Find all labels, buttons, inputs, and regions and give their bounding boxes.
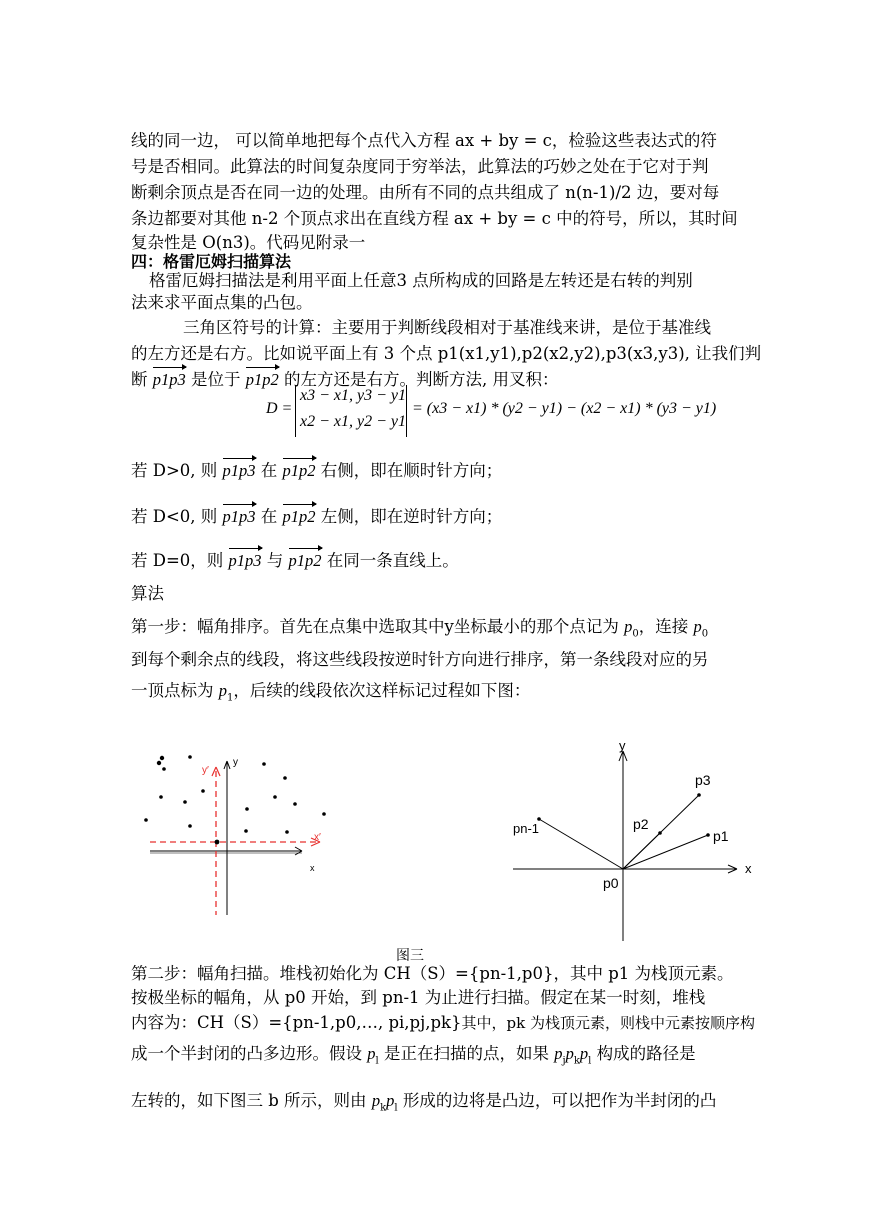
- subscript: l: [375, 1055, 379, 1067]
- subscript: 1: [227, 692, 234, 704]
- text-span: 在: [260, 461, 278, 480]
- point: [283, 776, 287, 780]
- figure-left-point-set: [140, 745, 340, 915]
- text-span: 第一步：幅角排序。首先在点集中选取其中y坐标最小的那个点记为: [131, 617, 619, 636]
- vector-p1p3: p1p3: [222, 461, 256, 480]
- text-line: 的左方还是右方。比如说平面上有 3 个点 p1(x1,y1),p2(x2,y2),p3(x3,y3), 让我们判: [131, 344, 762, 363]
- point: [273, 795, 277, 799]
- math-p: p: [565, 1044, 574, 1063]
- label-p0: p0: [603, 875, 619, 891]
- text-line: [131, 1043, 696, 1072]
- math-p: p: [579, 1044, 589, 1063]
- figure-right-polar-order: [505, 733, 765, 943]
- point-p1: [706, 833, 710, 837]
- vector-p1p2: p1p2: [282, 507, 316, 526]
- case-line: [131, 460, 502, 482]
- text-span: 是位于: [191, 370, 241, 389]
- math-p: p: [624, 617, 633, 636]
- vector-p1p3: p1p3: [228, 551, 262, 570]
- text-span: 其中，pk 为栈顶元素，则栈中元素按顺序构: [461, 1014, 755, 1032]
- text-span: 与: [266, 551, 284, 570]
- text-span: 右侧，即在顺时针方向；: [320, 461, 503, 480]
- point: [159, 795, 163, 799]
- case-line: [131, 550, 459, 572]
- subscript: k: [380, 1102, 387, 1114]
- formula-rhs: = (x3 − x1) * (y2 − y1) − (x2 − x1) * (y3 − y1): [412, 400, 717, 417]
- text-span: 左侧，即在逆时针方向；: [320, 507, 503, 526]
- label-pn1: pn-1: [513, 821, 540, 836]
- matrix-row-1: x3 − x1, y3 − y1: [300, 387, 406, 404]
- text-span: 内容为：CH（S）={pn-1,p0,…, pi,pj,pk}: [131, 1013, 462, 1032]
- text-line: 按极坐标的幅角，从 p0 开始，到 pn-1 为止进行扫描。假定在某一时刻，堆栈: [131, 988, 706, 1007]
- vector-p1p3: p1p3: [152, 370, 186, 389]
- text-line: 复杂性是 O(n3)。代码见附录一: [131, 233, 366, 252]
- math-p: p: [371, 1091, 381, 1110]
- point: [262, 762, 266, 766]
- label-p2: p2: [633, 816, 649, 832]
- matrix-row-2: x2 − x1, y2 − y1: [300, 413, 406, 430]
- y-axis-label: y: [619, 738, 626, 753]
- text-span: 是正在扫描的点，如果: [383, 1044, 549, 1063]
- point: [157, 761, 161, 765]
- math-p: p: [218, 681, 227, 700]
- section-heading: 四：格雷厄姆扫描算法: [131, 252, 292, 271]
- text-line: 线的同一边， 可以简单地把每个点代入方程 ax + by = c，检验这些表达式的符: [131, 131, 717, 150]
- x-axis-label: x: [745, 861, 752, 876]
- text-line: [131, 1090, 716, 1119]
- point: [285, 830, 289, 834]
- point: [188, 824, 192, 828]
- point: [160, 756, 164, 760]
- text-line: [131, 1012, 755, 1034]
- vector-p1p2: p1p2: [288, 551, 322, 570]
- y-axis-label: y: [233, 757, 238, 768]
- text-line: 三角区符号的计算：主要用于判断线段相对于基准线来讲，是位于基准线: [183, 318, 711, 337]
- segment-p0-p1: [623, 835, 708, 869]
- label-p1: p1: [713, 828, 729, 844]
- x-prime-label: x′: [314, 832, 321, 843]
- text-span: 在: [260, 507, 278, 526]
- text-line: 条边都要对其他 n-2 个顶点求出在直线方程 ax + by = c 中的符号，所以，其时间: [131, 209, 738, 228]
- text-line: 第二步：幅角扫描。堆栈初始化为 CH（S）={pn-1,p0}，其中 p1 为栈顶元素。: [131, 964, 734, 983]
- point: [183, 800, 187, 804]
- x-axis-arrow: [728, 865, 737, 869]
- scatter-points: [144, 755, 326, 844]
- x-axis-arrow: [728, 869, 737, 873]
- text-span: 若 D>0, 则: [131, 461, 218, 480]
- point: [322, 812, 326, 816]
- x-axis-arrow: [295, 847, 302, 851]
- text-line: 法来求平面点集的凸包。: [131, 293, 313, 312]
- text-line: [131, 680, 530, 709]
- text-line: 号是否相同。此算法的时间复杂度同于穷举法，此算法的巧妙之处在于它对于判: [131, 157, 709, 176]
- text-line: 断剩余顶点是否在同一边的处理。由所有不同的点共组成了 n(n-1)/2 边，要对每: [131, 183, 720, 202]
- text-span: 构成的路径是: [596, 1044, 696, 1063]
- text-span: 在同一条直线上。: [326, 551, 459, 570]
- segment-p0-p2: [623, 833, 660, 869]
- y-prime-label: y′: [202, 765, 209, 776]
- subscript: j: [562, 1055, 566, 1067]
- subscript: k: [573, 1055, 580, 1067]
- text-line: [131, 616, 708, 645]
- point-p3: [697, 793, 701, 797]
- subscript: 0: [701, 628, 709, 640]
- x-axis-label: x: [310, 863, 315, 873]
- determinant-matrix: [295, 385, 407, 437]
- text-line: 算法: [131, 584, 164, 603]
- point: [144, 818, 148, 822]
- vector-p1p2: p1p2: [282, 461, 316, 480]
- figure-caption: 图三: [396, 948, 424, 964]
- point: [244, 829, 248, 833]
- point: [162, 767, 166, 771]
- text-line: 格雷厄姆扫描法是利用平面上任意3 点所构成的回路是左转还是右转的判别: [149, 271, 693, 290]
- subscript: l: [588, 1055, 592, 1067]
- point: [245, 807, 249, 811]
- text-span: 若 D=0，则: [131, 551, 224, 570]
- text-span: 左转的，如下图三 b 所示，则由: [131, 1091, 367, 1110]
- subscript: 0: [632, 628, 639, 640]
- text-span: ，后续的线段依次这样标记过程如下图：: [233, 681, 531, 700]
- text-line: 到每个剩余点的线段，将这些线段按逆时针方向进行排序，第一条线段对应的另: [131, 650, 709, 669]
- math-p: p: [693, 617, 702, 636]
- formula-lhs: D =: [266, 400, 293, 417]
- case-line: [131, 506, 502, 528]
- subscript: l: [394, 1102, 398, 1114]
- text-span: 若 D<0, 则: [131, 507, 218, 526]
- math-p: p: [367, 1044, 376, 1063]
- math-p: p: [554, 1044, 563, 1063]
- text-span: 成一个半封闭的凸多边形。假设: [131, 1044, 362, 1063]
- label-p3: p3: [695, 772, 711, 788]
- vector-p1p2: p1p2: [245, 370, 279, 389]
- text-span: 的左方还是右方。判断方法, 用叉积：: [284, 370, 559, 389]
- point-origin: [215, 840, 220, 845]
- text-span: 形成的边将是凸边，可以把作为半封闭的凸: [402, 1091, 717, 1110]
- text-span: 一顶点标为: [131, 681, 214, 700]
- segment-p0-pn1: [539, 819, 623, 869]
- text-span: ，连接: [638, 617, 689, 636]
- vector-p1p3: p1p3: [222, 507, 256, 526]
- point: [188, 755, 192, 759]
- point: [293, 802, 297, 806]
- math-p: p: [386, 1091, 395, 1110]
- point: [201, 789, 205, 793]
- point-p2: [658, 831, 662, 835]
- text-span: 断: [131, 370, 148, 389]
